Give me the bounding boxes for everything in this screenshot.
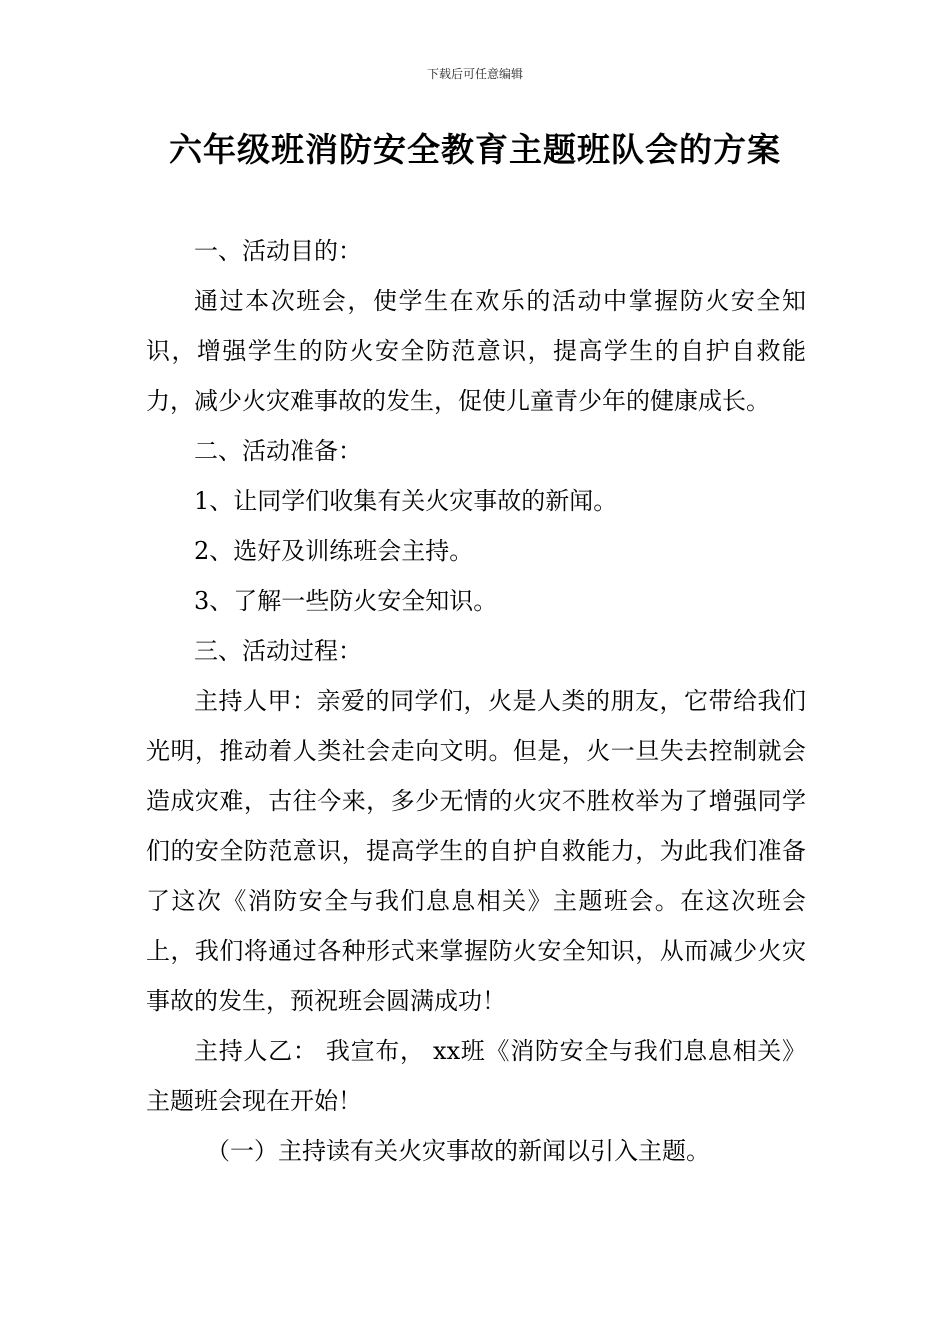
paragraph-host-a: 主持人甲：亲爱的同学们，火是人类的朋友，它带给我们光明，推动着人类社会走向文明。但是，火一旦失去控制就会造成灾难，古往今来，多少无情的火灾不胜枚举为了增强同学们的安全防范意识，提高学生的自护自救能力，为此我们准备了这次《消防安全与我们息息相关》主题班会。在这次班会上，我们将通过各种形式来掌握防火安全知识，从而减少火灾事故的发生，预祝班会圆满成功！ — [146, 687, 806, 1015]
paragraph-host-b: 主持人乙： 我宣布， xx班《消防安全与我们息息相关》主题班会现在开始！ — [146, 1037, 806, 1115]
header-note: 下载后可任意编辑 — [426, 67, 523, 81]
document-body — [146, 226, 806, 1176]
list-item-preparation-2: 2、选好及训练班会主持。 — [194, 537, 474, 565]
paragraph-purpose: 通过本次班会，使学生在欢乐的活动中掌握防火安全知识，增强学生的防火安全防范意识，提高学生的自护自救能力，减少火灾难事故的发生，促使儿童青少年的健康成长。 — [146, 287, 806, 415]
list-item-preparation-3: 3、了解一些防火安全知识。 — [194, 587, 498, 615]
section-heading-process: 三、活动过程： — [194, 637, 362, 665]
list-item-preparation-1: 1、让同学们收集有关火灾事故的新闻。 — [194, 487, 618, 515]
subsection-heading-1: （一）主持读有关火灾事故的新闻以引入主题。 — [206, 1137, 710, 1165]
section-heading-purpose: 一、活动目的： — [194, 237, 362, 265]
section-heading-preparation: 二、活动准备： — [194, 437, 362, 465]
document-title: 六年级班消防安全教育主题班队会的方案 — [169, 130, 781, 169]
